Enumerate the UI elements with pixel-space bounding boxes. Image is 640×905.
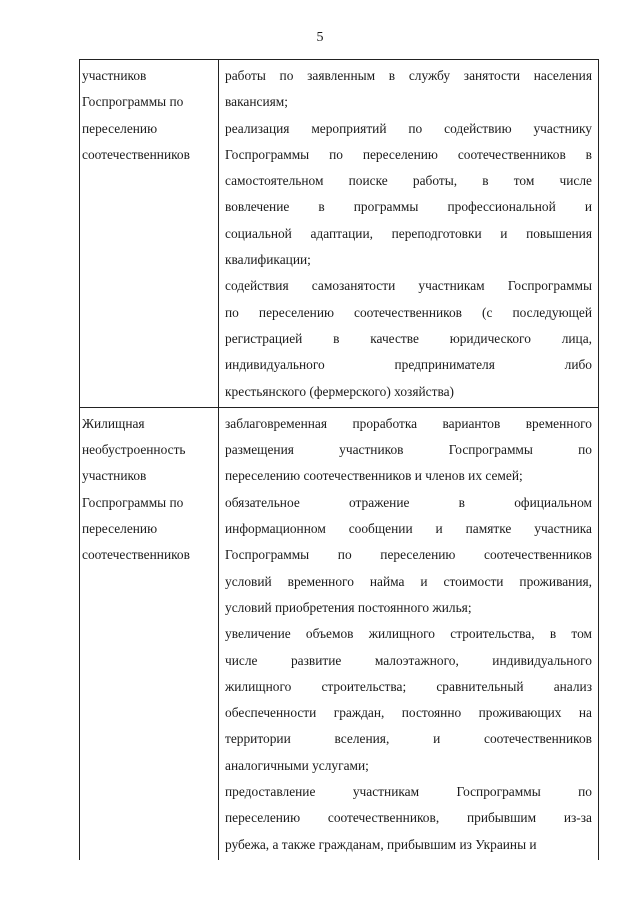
measure-line: вакансиям; — [225, 94, 288, 110]
table-row — [80, 60, 599, 408]
measure-line: жилищного строительства; сравнительный анализ — [225, 678, 592, 694]
measure-line: по переселению соотечественников (с последующей — [225, 304, 592, 320]
measure-line: заблаговременная проработка вариантов временного — [225, 415, 592, 431]
measure-line: аналогичными услугами; — [225, 757, 369, 773]
problem-line: соотечественников — [82, 146, 190, 162]
problem-cell — [80, 60, 219, 408]
measure-line: размещения участников Госпрограммы по — [225, 442, 592, 458]
problem-line: участников — [82, 468, 147, 484]
problem-line: участников — [82, 68, 147, 83]
measure-line: переселению соотечественников, прибывшим из-за — [225, 810, 592, 826]
measure-line: обеспеченности граждан, постоянно проживающих на — [225, 705, 592, 721]
measure-line: самостоятельном поиске работы, в том числе — [225, 173, 592, 189]
measure-line: реализация мероприятий по содействию участнику — [225, 120, 592, 136]
measure-line: вовлечение в программы профессиональной и — [225, 199, 592, 215]
measure-line: работы по заявленным в службу занятости населения — [225, 68, 592, 83]
measure-line: содействия самозанятости участникам Госпрограммы — [225, 278, 592, 294]
problem-line: Госпрограммы по — [82, 94, 184, 110]
measure-line: Госпрограммы по переселению соотечественников в — [225, 146, 592, 162]
table-body — [80, 60, 599, 860]
measure-line: рубежа, а также гражданам, прибывшим из Украины и — [225, 836, 537, 852]
measure-line: крестьянского (фермерского) хозяйства) — [225, 383, 455, 399]
measure-line: Госпрограммы по переселению соотечественников — [225, 547, 592, 563]
problem-line: соотечественников — [82, 547, 190, 563]
measure-line: регистрацией в качестве юридического лица, — [225, 330, 592, 346]
problem-line: необустроенность — [82, 442, 186, 458]
measures-cell — [219, 60, 599, 408]
page-number: 5 — [316, 30, 324, 45]
measure-line: обязательное отражение в официальном — [225, 494, 592, 510]
measure-line: социальной адаптации, переподготовки и повышения — [225, 225, 592, 241]
problem-line: Жилищная — [82, 415, 145, 431]
measures-table — [79, 59, 599, 860]
measure-line: информационном сообщении и памятке участника — [225, 521, 592, 537]
problem-line: переселению — [82, 521, 158, 537]
measure-line: увеличение объемов жилищного строительства, в том — [225, 626, 592, 642]
measures-cell — [219, 407, 599, 860]
table-row — [80, 407, 599, 860]
measure-line: условий приобретения постоянного жилья; — [225, 599, 472, 615]
measure-line: квалификации; — [225, 252, 311, 268]
problem-line: Госпрограммы по — [82, 494, 184, 510]
measure-line: территории вселения, и соотечественников — [225, 731, 592, 747]
measure-line: числе развитие малоэтажного, индивидуального — [225, 652, 592, 668]
measure-line: предоставление участникам Госпрограммы по — [225, 784, 592, 800]
problem-cell — [80, 407, 219, 860]
problem-line: переселению — [82, 120, 158, 136]
measure-line: индивидуального предпринимателя либо — [225, 357, 592, 373]
measure-line: переселению соотечественников и членов их семей; — [225, 468, 523, 484]
measure-line: условий временного найма и стоимости проживания, — [225, 573, 592, 589]
